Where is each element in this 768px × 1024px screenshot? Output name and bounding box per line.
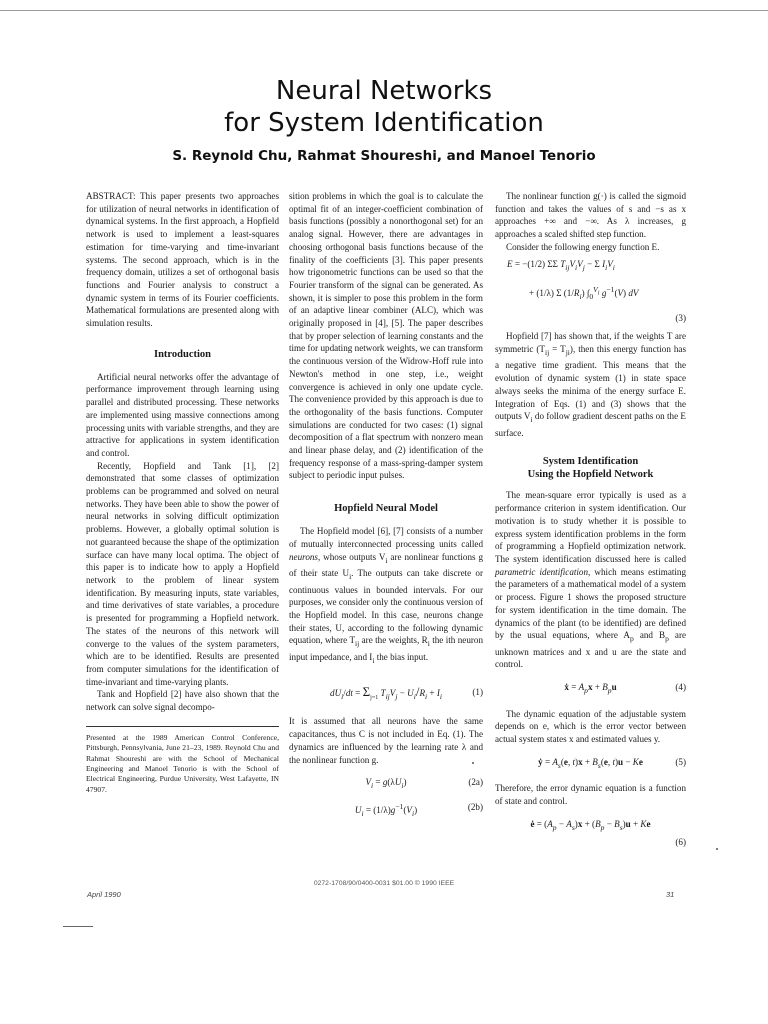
col3-paragraph-1: The nonlinear function g(·) is called the sigmoid function and takes the values of s and −s as x approaches +∞ and −∞. As λ increases, g approaches a scaled shifted step function. — [495, 191, 686, 240]
intro-paragraph-3: Tank and Hopfield [2] have also shown that the network can solve signal decompo- — [86, 689, 279, 713]
col2-paragraph-2: The Hopfield model [6], [7] consists of a number of mutually interconnected processing units called neurons, whose outputs $V_i$ are nonlinear functions g of their state $U_i$. The outputs can take discrete or continuous values in bounded intervals. For our purposes, we consider only the continuous version of the Hopfield model. In this case, neurons change their states, U, according to the following dynamic equation, where $T_{ij}$ are the weights, $R_i$ the ith neuron input impedance, and $I_i$ the bias input. — [289, 526, 483, 665]
intro-paragraph-1: Artificial neural networks offer the advantage of performance improvement through learning using parallel and distributed processing. These networks are implemented using massive connections among processing units with variable strengths, and they are attractive for applications in system identification and control. — [86, 371, 279, 458]
equation-3-number: (3) — [675, 312, 686, 323]
equation-4-number: (4) — [675, 682, 686, 693]
equation-2b: $U_i = (1/\lambda)g^{-1}(V_i)$ (2b) — [354, 801, 483, 818]
equation-6-number: (6) — [675, 837, 686, 848]
equation-5-number: (5) — [675, 756, 686, 767]
system-id-heading-line1: System Identification — [542, 456, 639, 468]
col3-paragraph-6: Therefore, the error dynamic equation is a function of state and control. — [495, 783, 686, 806]
column-2 — [289, 190, 483, 820]
corner-rule — [63, 926, 93, 927]
top-rule — [0, 10, 768, 11]
footnote: Presented at the 1989 American Control Conference, Pittsburgh, Pennsylvania, June 21–23, 1989. Reynold Chu and Rahmat Shoureshi are with the School of Mechanical Engineering and Manoel Tenorio is with the School of Electrical Engineering, Purdue University, West Lafayette, IN 47907. — [86, 732, 279, 794]
scan-speck — [472, 762, 474, 764]
equation-2b-number: (2b) — [467, 801, 483, 812]
paper-title-line2: for System Identification — [224, 108, 544, 138]
system-id-heading-line2: Using the Hopfield Network — [527, 469, 654, 481]
equation-1: $dU_i/dt = \Sigma_{j=1}$ $T_{ij}V_j - U_i/R_i + I_i$ (1) — [289, 679, 483, 705]
col3-paragraph-4: The mean-square error typically is used as a performance criterion in system identification. Our motivation is to study whether it is possible to express system identification problems in the form of programming a Hopfield optimization network. The system identification discussed here is called parametric identification, which means estimating the parameters of a mathematical model of a system or process. Figure 1 shows the proposed structure for system identification in the time domain. The dynamics of the plant (to be identified) are defined by the usual equations, where $A_p$ and $B_p$ are unknown matrices and x and u are the state and control. — [495, 490, 687, 670]
equation-6: ė = $(A_p - A_s)x + (B_p - B_s)u + Ke$ — [530, 818, 651, 832]
paper-title-line1: Neural Networks — [275, 76, 493, 106]
col3-paragraph-2: Consider the following energy function E. — [506, 241, 660, 252]
column-3 — [495, 190, 686, 849]
issue-date: April 1990 — [87, 890, 121, 899]
copyright-line: 0272-1708/90/0400-0031 $01.00 © 1990 IEEE — [313, 880, 455, 887]
scan-speck — [716, 848, 718, 850]
equation-2a: $V_i = g(\lambda U_i)$ (2a) — [365, 777, 483, 791]
page-number: 31 — [666, 890, 675, 899]
introduction-heading: Introduction — [154, 348, 211, 360]
column-1 — [86, 190, 279, 795]
equation-2a-number: (2a) — [468, 777, 483, 788]
col3-paragraph-5: The dynamic equation of the adjustable system depends on e, which is the error vector between actual system states x and estimated values y. — [495, 708, 686, 745]
equation-5: ẏ = $A_s(e$, $t)x + B_s(e$, t)u − Ke (5) — [538, 756, 686, 770]
equation-4: ẋ = $A_px + B_pu$ (4) — [564, 682, 686, 695]
intro-paragraph-2: Recently, Hopfield and Tank [1], [2] demonstrated that some classes of optimization problems can be programmed and solved on neural networks. They have been able to show the power of neural networks in solving difficult optimization problems. However, a globally optimal solution is not guaranteed because the shape of the optimization surface can have many local optima. The object of this paper is to indicate how to apply a Hopfield network to the problem of linear system identification. By measuring inputs, state variables, and time derivatives of state variables, a procedure is presented for programming a Hopfield network. The states of the neurons of this network will converge to the values of the system parameters, which are to be identified. Results are presented from computer simulations for the identification of time-invariant and time-varying plants. — [86, 460, 279, 687]
equation-3: E = −(1/2) ΣΣ $T_{ij}V_iV_j - \Sigma$ $I_iV_i$ + (1/λ) Σ $(1/R_i)$ $\int_0^{V_i}$ $g^{-1}(V)$ dV — [507, 258, 639, 301]
equation-1-number: (1) — [472, 687, 483, 698]
authors: S. Reynold Chu, Rahmat Shoureshi, and Manoel Tenorio — [172, 148, 596, 164]
col2-paragraph-1: sition problems in which the goal is to calculate the optimal fit of an integer-coefficient combination of basis functions (possibly a nonorthogonal set) for an analog signal. However, there are advantages in choosing orthogonal basis functions because of the finality of the coefficients [3]. This paper presents how trigonometric functions can be used so that the Fourier transform of the signal can be generated. As shown, it is simpler to pose this problem in the form of an adaptive linear combiner (ALC), which was originally proposed in [4], [5]. The paper describes that by proper selection of learning constants and the time for updating network weights, we can transform the continuous version of the Widrow-Hoff rule into Newton's method in one step, i.e., weight convergence is achieved in only one update cycle. The convenience provided by this approach is due to the orthogonality of the basis functions. Computer simulations are conducted for two cases: (1) signal decomposition of a flat spectrum with nonzero mean and linear phase delay, and (2) identification of the frequency response of a mass-spring-damper system subject to periodic input pulses. — [289, 191, 483, 481]
footnote-rule — [86, 726, 279, 727]
abstract: ABSTRACT: This paper presents two approaches for utilization of neural networks in identification of dynamical systems. In the first approach, a Hopfield network is used to implement a least-squares estimation for time-varying and time-invariant systems. The second approach, which is in the frequency domain, utilizes a set of orthogonal basis functions and Fourier analysis to construct a dynamic system in terms of its Fourier coefficients. Mathematical formulations are presented along with simulation results. — [86, 191, 279, 329]
col3-paragraph-3: Hopfield [7] has shown that, if the weights T are symmetric $(T_{ij} = T_{ji})$, then this energy function has a negative time gradient. This means that the evolution of dynamic system (1) in state space always seeks the minima of the energy surface E. Integration of Eqs. (1) and (3) shows that the outputs $V_i$ do follow gradient descent paths on the E surface. — [495, 331, 686, 438]
hopfield-model-heading: Hopfield Neural Model — [334, 503, 438, 515]
col2-paragraph-3: It is assumed that all neurons have the same capacitances, thus C is not included in Eq. (1). The dynamics are influenced by the learning rate λ and the nonlinear function g. — [289, 716, 483, 765]
